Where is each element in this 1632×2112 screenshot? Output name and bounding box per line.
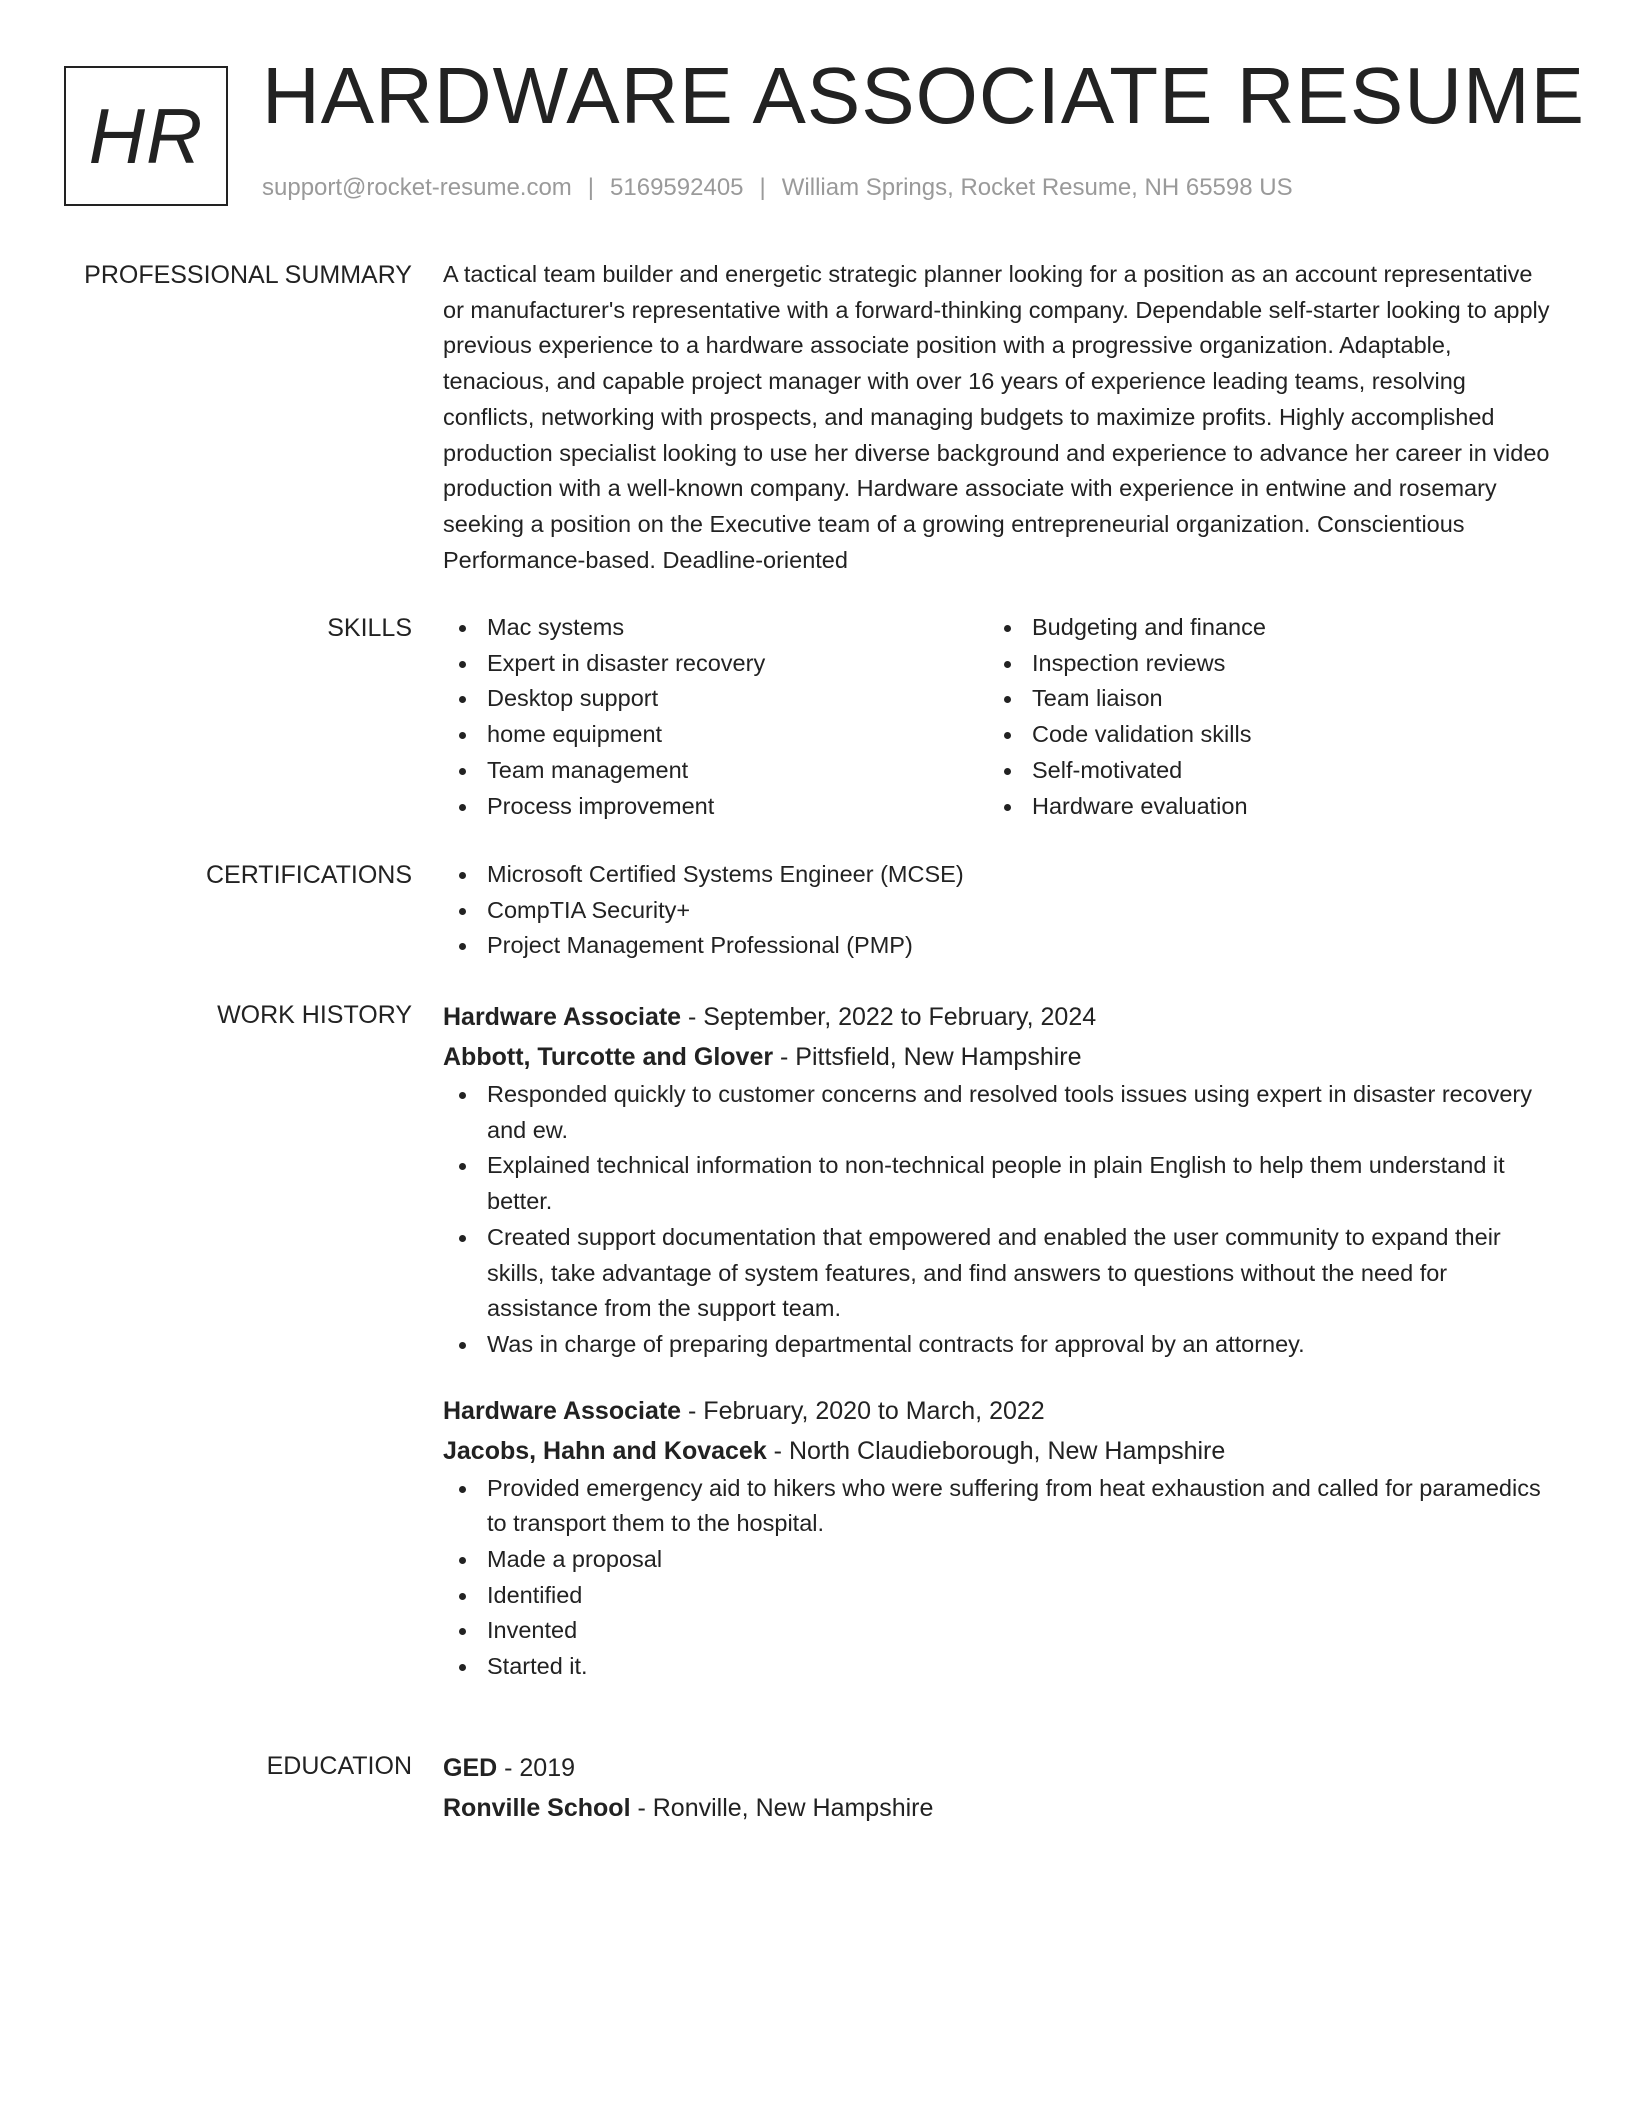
skills-heading: SKILLS (327, 614, 412, 642)
education-heading: EDUCATION (266, 1752, 412, 1780)
job-dates: - September, 2022 to February, 2024 (681, 1003, 1097, 1031)
certification-item: Project Management Professional (PMP) (443, 928, 1553, 964)
company-line (443, 1037, 1553, 1077)
certification-item: CompTIA Security+ (443, 893, 1553, 929)
skill-item: Code validation skills (988, 717, 1533, 753)
skill-item: Inspection reviews (988, 646, 1533, 682)
job-duties-list (443, 1471, 1553, 1685)
degree-line (443, 1748, 1553, 1788)
monogram-logo: HR (64, 66, 228, 206)
job-duty-item: Invented (443, 1613, 1553, 1649)
contact-email[interactable]: support@rocket-resume.com (262, 174, 572, 201)
company-name: Abbott, Turcotte and Glover (443, 1043, 774, 1071)
job-entry (443, 997, 1553, 1363)
skill-item: Team liaison (988, 681, 1533, 717)
work-history-body (443, 997, 1553, 1685)
company-location: - North Claudieborough, New Hampshire (766, 1436, 1226, 1465)
job-title: Hardware Associate (443, 1003, 682, 1031)
skills-list-right (988, 610, 1533, 824)
job-dates: - February, 2020 to March, 2022 (681, 1396, 1045, 1425)
job-title: Hardware Associate (443, 1396, 682, 1425)
contact-address: William Springs, Rocket Resume, NH 65598 US (781, 174, 1293, 201)
degree-year: - 2019 (497, 1754, 576, 1782)
company-location: - Pittsfield, New Hampshire (773, 1043, 1082, 1071)
skill-item: home equipment (443, 717, 988, 753)
skill-item: Team management (443, 753, 988, 789)
contact-separator: | (759, 174, 766, 201)
school-name: Ronville School (443, 1794, 631, 1822)
contact-line (262, 174, 1293, 202)
summary-heading: PROFESSIONAL SUMMARY (84, 261, 412, 289)
job-duty-item: Responded quickly to customer concerns and resolved tools issues using expert in disaster recovery and ew. (443, 1077, 1553, 1148)
school-line (443, 1788, 1553, 1828)
job-title-line (443, 1391, 1553, 1431)
education-body (443, 1748, 1553, 1828)
certification-item: Microsoft Certified Systems Engineer (MCSE) (443, 857, 1553, 893)
certifications-list (443, 857, 1553, 964)
summary-text: A tactical team builder and energetic strategic planner looking for a position as an account representative or manufacturer's representative with a forward-thinking company. Dependable self-starter looking to apply previous experience to a hardware associate position with a progressive organization. Adaptable, tenacious, and capable project manager with over 16 years of experience leading teams, resolving conflicts, networking with prospects, and managing budgets to maximize profits. Highly accomplished production specialist looking to use her diverse background and experience to advance her career in video production with a well-known company. Hardware associate with experience in entwine and rosemary seeking a position on the Executive team of a growing entrepreneurial organization. Conscientious Performance-based. Deadline-oriented (443, 261, 1550, 573)
certifications-heading: CERTIFICATIONS (205, 861, 412, 889)
skills-body (443, 610, 1553, 824)
contact-separator: | (587, 174, 595, 201)
job-duty-item: Provided emergency aid to hikers who were suffering from heat exhaustion and called for paramedics to transport them to the hospital. (443, 1471, 1553, 1542)
degree-name: GED (443, 1754, 498, 1782)
job-entry (443, 1391, 1553, 1685)
skill-item: Hardware evaluation (988, 789, 1533, 825)
job-duty-item: Created support documentation that empowered and enabled the user community to expand their skills, take advantage of system features, and find answers to questions without the need for assistance from the support team. (443, 1220, 1553, 1327)
skill-item: Mac systems (443, 610, 988, 646)
resume-title: HARDWARE ASSOCIATE RESUME (262, 51, 1585, 140)
contact-phone[interactable]: 5169592405 (610, 174, 744, 201)
job-duty-item: Started it. (443, 1649, 1553, 1685)
company-name: Jacobs, Hahn and Kovacek (443, 1436, 767, 1465)
certifications-body (443, 857, 1553, 964)
skills-list-left (443, 610, 988, 824)
summary-body (443, 257, 1553, 578)
job-title-line (443, 997, 1553, 1037)
job-duty-item: Made a proposal (443, 1542, 1553, 1578)
school-location: - Ronville, New Hampshire (630, 1794, 934, 1822)
job-duty-item: Identified (443, 1578, 1553, 1614)
skill-item: Process improvement (443, 789, 988, 825)
skill-item: Expert in disaster recovery (443, 646, 988, 682)
skills-grid (443, 610, 1553, 824)
company-line (443, 1431, 1553, 1471)
skill-item: Desktop support (443, 681, 988, 717)
work-history-heading: WORK HISTORY (217, 1001, 412, 1029)
skill-item: Self-motivated (988, 753, 1533, 789)
skill-item: Budgeting and finance (988, 610, 1533, 646)
job-duty-item: Was in charge of preparing departmental contracts for approval by an attorney. (443, 1327, 1553, 1363)
job-duty-item: Explained technical information to non-technical people in plain English to help them understand it better. (443, 1148, 1553, 1219)
job-duties-list (443, 1077, 1553, 1363)
